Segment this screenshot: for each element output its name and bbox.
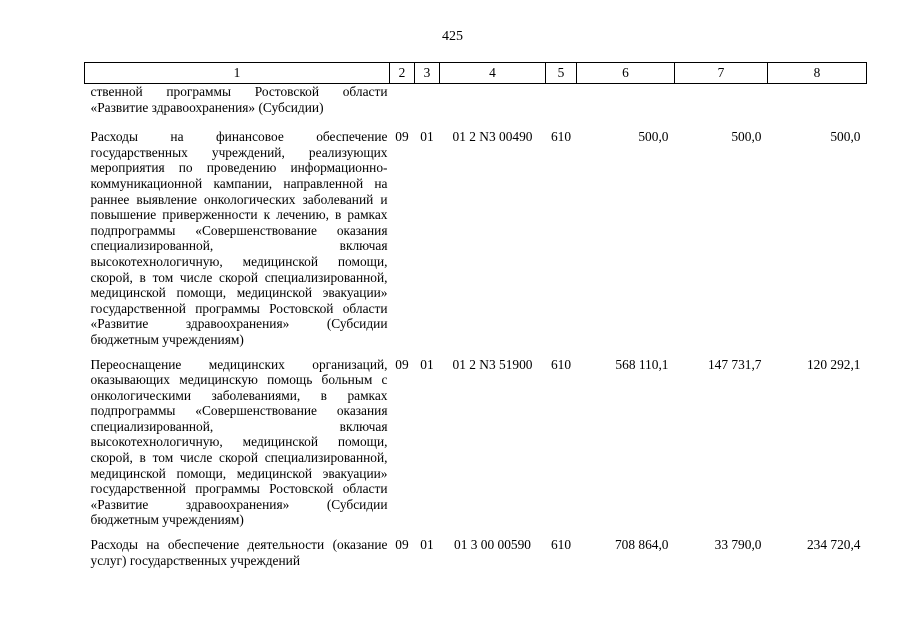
row-section: 09 [395, 129, 409, 145]
column-header-8: 8 [768, 63, 867, 84]
table-header-row [85, 63, 867, 84]
row-target-article: 01 3 00 00590 [454, 537, 531, 553]
row-amount-3: 234 720,4 [806, 537, 861, 553]
column-header-1: 1 [85, 63, 390, 84]
row-description: Расходы на финансовое обеспечение государственных учреждений, реализующих мероприятия по проведению информационно-коммуникационной кампании, направленной на раннее выявление онкологических заболеваний и повышение приверженности к лечению, в рамках подпрограммы «Совершенствование оказания специализированной, включая высокотехнологичную, медицинской помощи, скорой, в том числе скорой специализированной, медицинской помощи, медицинской эвакуации» государственной программы Ростовской области «Развитие здравоохранения» (Субсидии бюджетным учреждениям) [90, 129, 388, 347]
table-row [85, 129, 867, 356]
row-amount-2: 147 731,7 [707, 356, 762, 372]
table-row [85, 357, 867, 538]
row-amount-3: 500,0 [830, 129, 861, 145]
row-description: Переоснащение медицинских организаций, оказывающих медицинскую помощь больным с онкологическими заболеваниями, в рамках подпрограммы «Совершенствование оказания специализированной, включая высокотехнологичную, медицинской помощи, скорой, в том числе скорой специализированной, медицинской помощи, медицинской эвакуации» государственной программы Ростовской области «Развитие здравоохранения» (Субсидии бюджетным учреждениям) [90, 356, 388, 528]
row-amount-1: 500,0 [638, 129, 669, 145]
row-amount-2: 33 790,0 [714, 537, 762, 553]
row-expense-type: 610 [550, 129, 572, 145]
column-header-4: 4 [440, 63, 546, 84]
column-header-6: 6 [577, 63, 675, 84]
budget-table [84, 62, 867, 568]
row-section [390, 84, 415, 130]
row-expense-type [546, 84, 577, 130]
column-header-2: 2 [390, 63, 415, 84]
row-amount-2: 500,0 [731, 129, 762, 145]
row-amount-1 [577, 84, 675, 130]
row-amount-3 [768, 84, 867, 130]
row-target-article: 01 2 N3 00490 [452, 129, 533, 145]
row-section: 09 [395, 537, 409, 553]
row-subsection: 01 [420, 537, 434, 553]
row-amount-3: 120 292,1 [806, 356, 861, 372]
table-row [85, 84, 867, 130]
row-expense-type: 610 [550, 537, 572, 553]
row-section: 09 [395, 356, 409, 372]
row-target-article: 01 2 N3 51900 [452, 356, 533, 372]
row-expense-type: 610 [550, 356, 572, 372]
column-header-3: 3 [415, 63, 440, 84]
row-target-article [440, 84, 546, 130]
column-header-7: 7 [675, 63, 768, 84]
row-amount-2 [675, 84, 768, 130]
column-header-5: 5 [546, 63, 577, 84]
row-amount-1: 708 864,0 [614, 537, 669, 553]
row-subsection: 01 [420, 129, 434, 145]
row-description: Расходы на обеспечение деятельности (оказание услуг) государственных учреждений [90, 537, 388, 568]
table-row [85, 537, 867, 568]
row-subsection [415, 84, 440, 130]
row-description: ственной программы Ростовской области «Развитие здравоохранения» (Субсидии) [90, 84, 388, 115]
row-amount-1: 568 110,1 [615, 356, 669, 372]
page-number: 425 [442, 29, 463, 44]
row-subsection: 01 [420, 356, 434, 372]
